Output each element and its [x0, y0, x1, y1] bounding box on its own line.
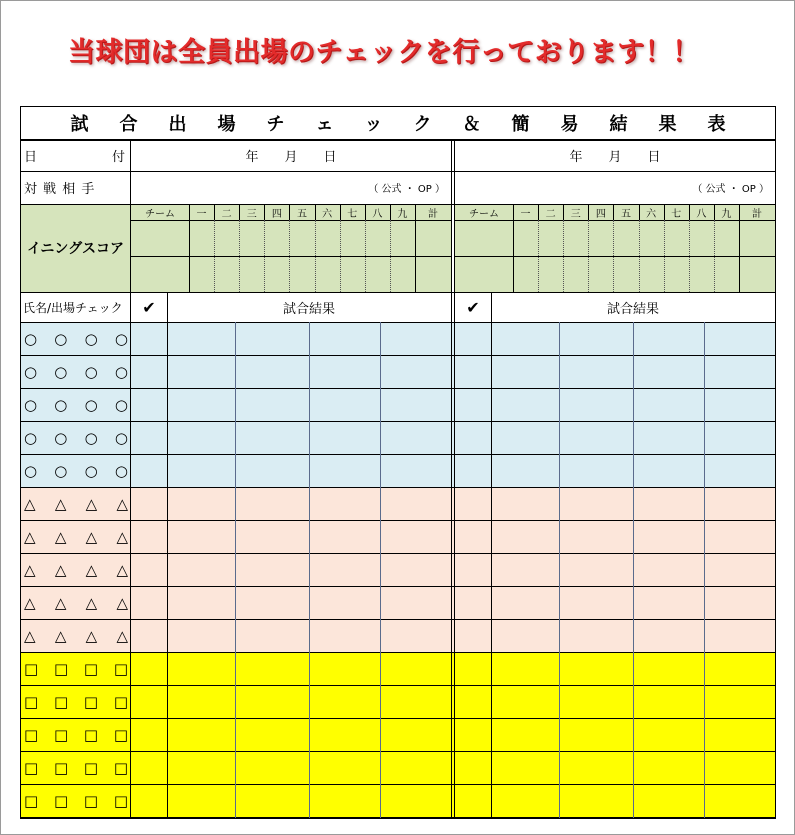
player-mark: ○: [54, 329, 68, 348]
grid-hline: [21, 454, 775, 455]
player-row-bg: [21, 322, 775, 355]
player-mark: ○: [114, 395, 128, 414]
inning-dotline: [289, 220, 290, 292]
player-mark: △: [54, 593, 67, 612]
player-row-bg: [21, 355, 775, 388]
player-mark: △: [85, 494, 98, 513]
inning-header: 八: [372, 208, 383, 220]
inning-dotline: [340, 220, 341, 292]
player-mark: □: [53, 791, 69, 810]
player-mark: □: [113, 758, 128, 777]
player-mark: △: [85, 593, 98, 612]
inning-vline: [664, 204, 665, 220]
inning-header: 八: [696, 208, 707, 220]
title-char: 果: [658, 114, 677, 135]
player-mark: ○: [54, 428, 68, 447]
inning-vline: [563, 204, 564, 220]
grid-vline: [130, 140, 131, 818]
player-mark: □: [53, 758, 69, 777]
player-mark: △: [116, 527, 128, 546]
page-headline: 当球団は全員出場のチェックを行っております！！: [68, 37, 700, 68]
grid-hline: [21, 619, 775, 620]
inning-header: 一: [196, 208, 207, 220]
inning-vline: [214, 204, 215, 220]
inning-header: 三: [570, 208, 581, 220]
player-row-bg: [21, 421, 775, 454]
title-char: 簡: [511, 114, 530, 135]
player-name-cell: [21, 322, 130, 355]
player-mark: □: [113, 725, 128, 744]
title-char: ＆: [462, 114, 481, 135]
inning-dotline: [563, 220, 564, 292]
grid-hline: [21, 520, 775, 521]
player-mark: □: [113, 659, 128, 678]
grid-hline: [21, 355, 775, 356]
inning-dotline: [239, 220, 240, 292]
player-mark: ○: [84, 329, 98, 348]
grid-hline: [21, 487, 775, 488]
title-char: 表: [707, 114, 726, 135]
player-name-cell: [21, 718, 130, 751]
player-mark: △: [85, 527, 98, 546]
game-1-type: （ 公式 ・ OP ）: [368, 184, 445, 195]
player-mark: □: [24, 659, 39, 678]
inning-header: 七: [347, 208, 358, 220]
game-1-result-header: 試合結果: [282, 301, 335, 317]
player-name-cell: [21, 520, 130, 553]
game-2-result-header: 試合結果: [606, 301, 659, 317]
player-mark: ○: [54, 461, 68, 480]
player-mark: □: [83, 659, 99, 678]
title-char: 出: [168, 114, 187, 135]
player-mark: △: [24, 560, 36, 579]
player-mark: □: [24, 725, 39, 744]
inning-header: 九: [397, 208, 408, 220]
player-mark: □: [83, 758, 99, 777]
player-name-cell: [21, 553, 130, 586]
player-mark: △: [85, 560, 98, 579]
player-mark: □: [83, 692, 99, 711]
grid-hline: [21, 421, 775, 422]
player-mark: ○: [54, 362, 68, 381]
result-vline: [235, 322, 236, 818]
player-row-bg: [21, 619, 775, 652]
grid-hline: [21, 553, 775, 554]
title-char: 合: [119, 114, 138, 135]
player-mark: □: [53, 692, 69, 711]
player-mark: □: [83, 725, 99, 744]
scoresheet: [20, 106, 776, 819]
grid-hline: [21, 586, 775, 587]
grid-vline: [167, 292, 168, 818]
inning-hline: [131, 256, 451, 257]
grid-vline: [451, 140, 452, 818]
player-mark: △: [54, 626, 67, 645]
inning-header: 六: [646, 208, 657, 220]
inning-dotline: [664, 220, 665, 292]
inning-dotline: [315, 220, 316, 292]
inning-header: 四: [271, 208, 282, 220]
grid-hline: [21, 388, 775, 389]
grid-hline: [21, 718, 775, 719]
inning-header: 二: [221, 208, 232, 220]
player-mark: △: [24, 593, 36, 612]
player-name-cell: [21, 586, 130, 619]
player-mark: ○: [24, 329, 38, 348]
player-name-cell: [21, 421, 130, 454]
inning-dotline: [639, 220, 640, 292]
grid-hline: [21, 685, 775, 686]
inning-vline: [513, 204, 514, 292]
inning-header: 四: [595, 208, 606, 220]
game-2-check-header: ✔: [466, 297, 480, 317]
player-name-cell: [21, 685, 130, 718]
player-name-cell: [21, 652, 130, 685]
player-name-cell: [21, 388, 130, 421]
inning-dotline: [714, 220, 715, 292]
grid-hline: [21, 784, 775, 785]
player-mark: △: [116, 593, 128, 612]
inning-vline: [390, 204, 391, 220]
grid-vline: [454, 140, 455, 818]
player-mark: □: [24, 692, 39, 711]
inning-header: 一: [520, 208, 531, 220]
player-row-bg: [21, 685, 775, 718]
inning-header: 三: [246, 208, 257, 220]
inning-vline: [289, 204, 290, 220]
inning-header: 計: [428, 208, 438, 220]
player-row-bg: [21, 586, 775, 619]
title-char: ェ: [315, 114, 334, 135]
player-mark: □: [24, 791, 39, 810]
inning-header: 五: [620, 208, 631, 220]
grid-hline: [21, 652, 775, 653]
player-row-bg: [21, 553, 775, 586]
opponent-label: 対 戦 相 手: [24, 182, 96, 197]
result-vline: [559, 322, 560, 818]
player-row-bg: [21, 520, 775, 553]
player-name-cell: [21, 784, 130, 817]
inning-vline: [315, 204, 316, 220]
player-name-cell: [21, 751, 130, 784]
grid-hline: [21, 322, 775, 323]
player-mark: △: [54, 527, 67, 546]
inning-header: 五: [296, 208, 307, 220]
inning-dotline: [689, 220, 690, 292]
player-mark: △: [116, 494, 128, 513]
player-row-bg: [21, 388, 775, 421]
inning-header: 六: [322, 208, 333, 220]
inning-hline: [455, 256, 775, 257]
grid-vline: [491, 292, 492, 818]
game-2-date: 年 月 日: [569, 150, 661, 165]
player-mark: ○: [24, 395, 38, 414]
inning-vline: [340, 204, 341, 220]
inning-vline: [189, 204, 190, 292]
result-vline: [309, 322, 310, 818]
name-check-label: 氏名/出場チェック: [23, 300, 123, 315]
player-mark: □: [24, 758, 39, 777]
inning-dotline: [613, 220, 614, 292]
title-char: ク: [413, 114, 432, 135]
player-mark: □: [113, 692, 128, 711]
player-mark: ○: [114, 428, 128, 447]
result-vline: [704, 322, 705, 818]
inning-header: 計: [752, 208, 762, 220]
inning-dotline: [365, 220, 366, 292]
player-mark: ○: [84, 395, 98, 414]
player-row-bg: [21, 454, 775, 487]
inning-vline: [264, 204, 265, 220]
title-char: ッ: [364, 114, 383, 135]
player-mark: △: [54, 494, 67, 513]
title-char: 試: [70, 114, 89, 135]
player-row-bg: [21, 751, 775, 784]
player-mark: □: [53, 659, 69, 678]
player-mark: ○: [24, 428, 38, 447]
player-row-bg: [21, 652, 775, 685]
player-mark: ○: [24, 362, 38, 381]
player-mark: ○: [24, 461, 38, 480]
sheet-title: [21, 107, 775, 140]
inning-vline: [538, 204, 539, 220]
inning-vline: [365, 204, 366, 220]
result-vline: [380, 322, 381, 818]
inning-hline: [131, 220, 451, 221]
title-char: 場: [217, 114, 236, 135]
grid-hline: [21, 751, 775, 752]
player-mark: △: [24, 626, 36, 645]
player-name-cell: [21, 619, 130, 652]
player-name-cell: [21, 454, 130, 487]
player-mark: ○: [84, 461, 98, 480]
player-mark: △: [116, 626, 128, 645]
player-mark: △: [116, 560, 128, 579]
inning-vline: [714, 204, 715, 220]
player-mark: △: [54, 560, 67, 579]
date-label-char: 付: [111, 150, 125, 165]
player-mark: □: [83, 791, 99, 810]
player-mark: ○: [114, 461, 128, 480]
player-mark: □: [53, 725, 69, 744]
inning-dotline: [390, 220, 391, 292]
inning-dotline: [214, 220, 215, 292]
inning-dotline: [264, 220, 265, 292]
player-mark: △: [85, 626, 98, 645]
game-1-date: 年 月 日: [245, 150, 337, 165]
inning-dotline: [538, 220, 539, 292]
result-vline: [633, 322, 634, 818]
date-label: [24, 140, 125, 171]
inning-vline: [613, 204, 614, 220]
inning-header: 七: [671, 208, 682, 220]
title-char: 結: [609, 114, 628, 135]
inning-vline: [639, 204, 640, 220]
player-mark: ○: [84, 428, 98, 447]
inning-vline: [415, 204, 416, 292]
grid-hline: [21, 817, 775, 818]
player-mark: ○: [114, 329, 128, 348]
player-row-bg: [21, 784, 775, 817]
player-name-cell: [21, 487, 130, 520]
inning-header: チーム: [145, 208, 175, 220]
player-mark: △: [24, 494, 36, 513]
player-mark: ○: [114, 362, 128, 381]
player-row-bg: [21, 487, 775, 520]
inning-vline: [739, 204, 740, 292]
player-mark: □: [113, 791, 128, 810]
inning-header: 九: [721, 208, 732, 220]
player-mark: ○: [84, 362, 98, 381]
date-label-char: 日: [24, 150, 38, 165]
player-row-bg: [21, 718, 775, 751]
player-mark: △: [24, 527, 36, 546]
title-char: チ: [266, 114, 285, 135]
game-2-type: （ 公式 ・ OP ）: [692, 184, 769, 195]
inning-score-label: イニングスコア: [26, 241, 125, 257]
inning-header: 二: [545, 208, 556, 220]
inning-vline: [689, 204, 690, 220]
inning-dotline: [588, 220, 589, 292]
inning-header: チーム: [469, 208, 499, 220]
game-1-check-header: ✔: [142, 297, 156, 317]
inning-vline: [239, 204, 240, 220]
inning-vline: [588, 204, 589, 220]
player-mark: ○: [54, 395, 68, 414]
inning-hline: [455, 220, 775, 221]
title-char: 易: [560, 114, 579, 135]
player-name-cell: [21, 355, 130, 388]
